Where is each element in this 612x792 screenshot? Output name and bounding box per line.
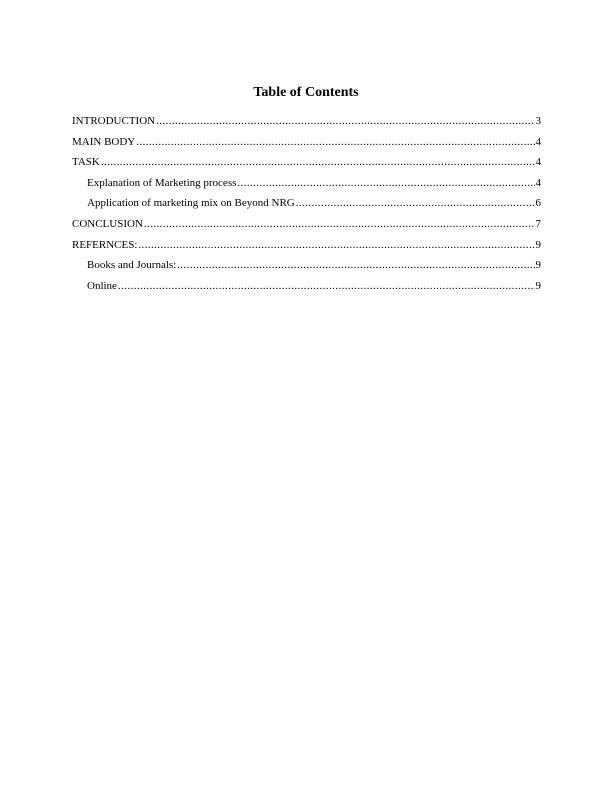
toc-title: Table of Contents: [253, 85, 359, 100]
toc-entry-application-of-marketing-mix[interactable]: [72, 196, 541, 217]
toc-entry-text: Application of marketing mix on Beyond NRG: [87, 197, 295, 210]
toc-entry-text: Online: [87, 279, 117, 292]
toc-entry-task[interactable]: [72, 155, 541, 176]
toc-dot-leader: [138, 238, 534, 252]
toc-dot-leader: [144, 217, 535, 231]
toc-dot-leader: [118, 279, 535, 293]
toc-page-number: 4: [535, 156, 541, 169]
toc-entry-text: CONCLUSION: [72, 217, 143, 230]
toc-entry-references[interactable]: [72, 238, 541, 259]
toc-dot-leader: [156, 114, 534, 128]
toc-page-number: 7: [535, 217, 541, 230]
toc-entry-text: TASK: [72, 156, 100, 169]
toc-dot-leader: [136, 135, 534, 149]
toc-entry-text: INTRODUCTION: [72, 115, 156, 127]
toc-page-number: 4: [535, 176, 541, 189]
toc-entry-text: Books and Journals:: [87, 259, 177, 272]
toc-list: [72, 114, 541, 299]
toc-entry-books-and-journals[interactable]: [72, 258, 541, 279]
toc-page-number: 9: [535, 238, 541, 251]
toc-dot-leader: [177, 258, 534, 272]
toc-entry-text: REFERNCES:: [72, 238, 138, 251]
toc-page-number: 6: [535, 197, 541, 210]
toc-dot-leader: [237, 176, 534, 190]
toc-entry-main-body[interactable]: [72, 135, 541, 156]
toc-page-number: 9: [535, 259, 541, 272]
toc-dot-leader: [296, 196, 535, 210]
toc-entry-introduction[interactable]: [72, 114, 541, 135]
toc-entry-explanation-of-marketing-process[interactable]: [72, 176, 541, 197]
toc-entry-conclusion[interactable]: [72, 217, 541, 238]
toc-entry-text: MAIN BODY: [72, 135, 136, 148]
toc-page-number: 4: [535, 135, 541, 148]
toc-page-number: 3: [535, 115, 541, 127]
toc-entry-online[interactable]: [72, 279, 541, 300]
toc-entry-text: Explanation of Marketing process: [87, 176, 237, 189]
toc-page-number: 9: [535, 279, 541, 292]
toc-dot-leader: [101, 155, 535, 169]
